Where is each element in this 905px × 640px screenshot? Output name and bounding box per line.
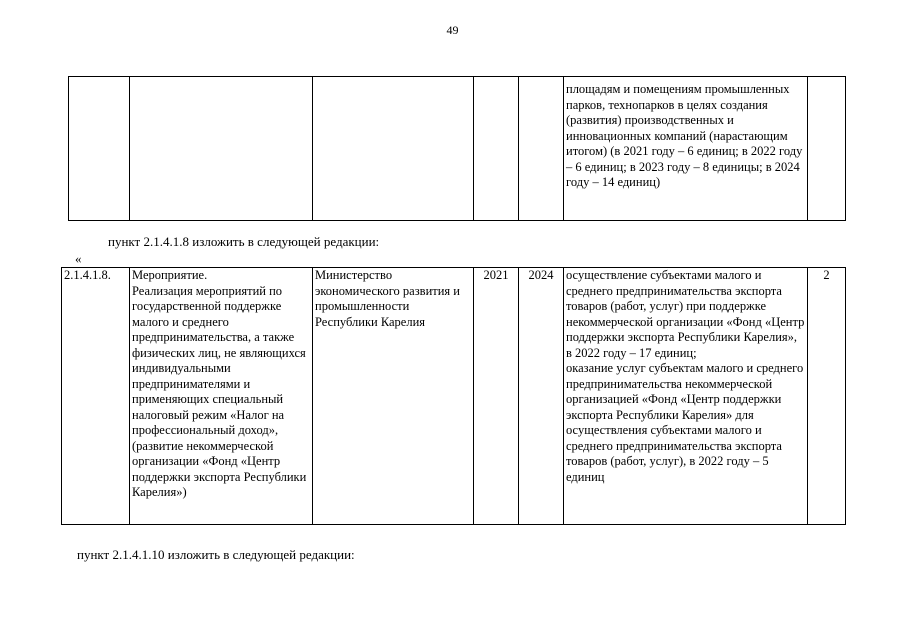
opening-quote: « <box>75 251 82 266</box>
top-table <box>68 76 846 221</box>
cell-start-year: 2021 <box>474 268 519 525</box>
cell-priority <box>808 77 846 221</box>
table-row <box>69 77 846 221</box>
cell-indicator: площадям и помещениям промышленных парков, технопарков в целях создания (развития) производственных и инновационных компаний (нарастающим итогом) (в 2021 году – 6 единиц; в 2022 году – 6 единиц; в 2023 году – 8 единицы; в 2024 году – 14 единиц) <box>564 77 808 221</box>
amendment-note-2: пункт 2.1.4.1.10 изложить в следующей редакции: <box>77 547 355 562</box>
cell-code: 2.1.4.1.8. <box>62 268 130 525</box>
cell-executor: Министерство экономического развития и промышленности Республики Карелия <box>313 268 474 525</box>
page-number: 49 <box>446 23 459 37</box>
cell-indicator: осуществление субъектами малого и среднего предпринимательства экспорта товаров (работ, услуг) при поддержке некоммерческой организации «Фонд «Центр поддержки экспорта Республики Карелия», в 2022 году – 17 единиц; оказание услуг субъектам малого и среднего предпринимательства некоммерческой организацией «Фонд «Центр поддержки экспорта Республики Карелия» для осуществления субъектами малого и среднего предпринимательства экспорта товаров (работ, услуг), в 2022 году – 5 единиц <box>564 268 808 525</box>
cell-end-year: 2024 <box>519 268 564 525</box>
cell-event: Мероприятие. Реализация мероприятий по государственной поддержке малого и среднего предпринимательства, а также физических лиц, не являющихся индивидуальными предпринимателями и применяющих специальный налоговый режим «Налог на профессиональный доход», (развитие некоммерческой организации «Фонд «Центр поддержки экспорта Республики Карелия») <box>130 268 313 525</box>
amendment-note-1: пункт 2.1.4.1.8 изложить в следующей редакции: <box>108 234 380 249</box>
cell-end-year <box>519 77 564 221</box>
cell-start-year <box>474 77 519 221</box>
cell-executor <box>313 77 474 221</box>
table-row <box>62 268 846 525</box>
main-table <box>61 267 846 525</box>
cell-priority: 2 <box>808 268 846 525</box>
cell-event <box>130 77 313 221</box>
cell-code <box>69 77 130 221</box>
